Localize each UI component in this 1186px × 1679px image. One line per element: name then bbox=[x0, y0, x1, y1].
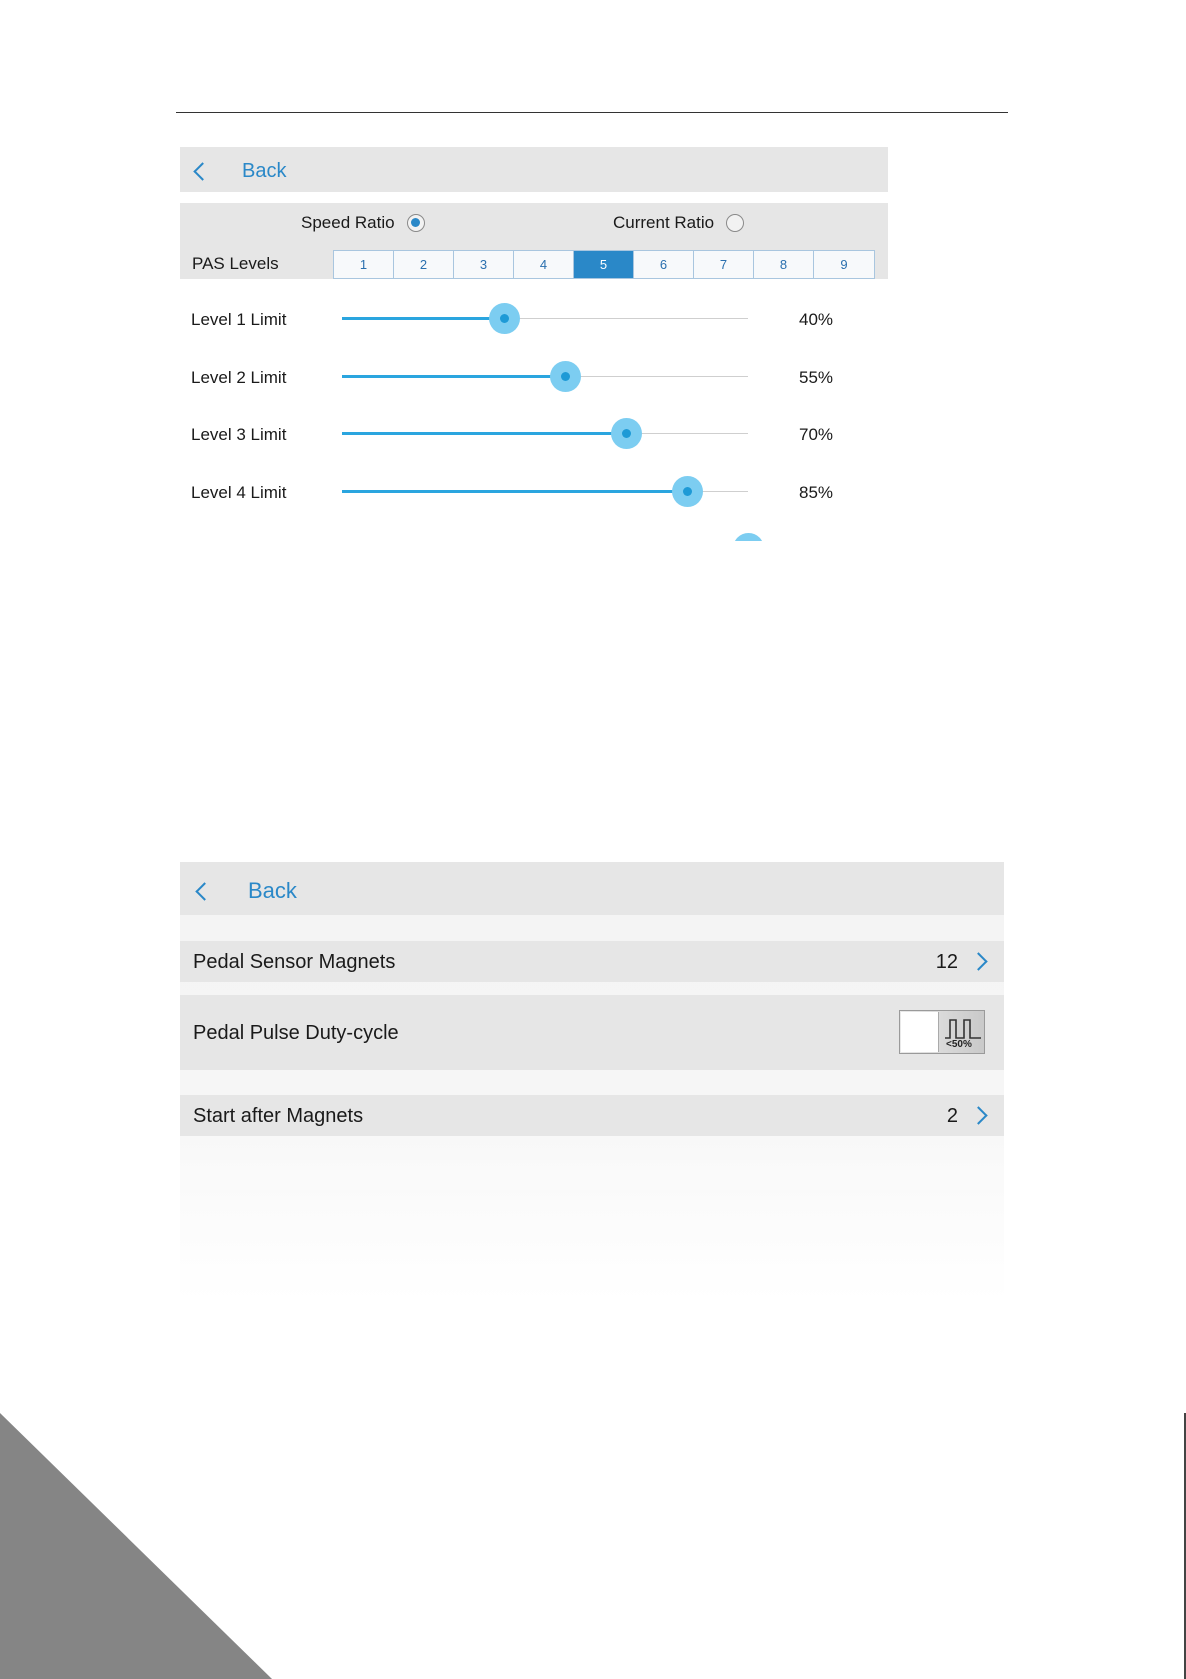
pedal-sensor-magnets-row[interactable] bbox=[180, 941, 1004, 982]
pas-levels-label: PAS Levels bbox=[192, 254, 279, 273]
slider-label: Level 1 Limit bbox=[191, 310, 287, 329]
decorative-corner-triangle bbox=[0, 1413, 272, 1679]
pedal-settings-panel bbox=[180, 862, 1004, 1302]
slider-track[interactable] bbox=[342, 318, 748, 319]
slider-track[interactable] bbox=[342, 491, 748, 492]
slider-thumb[interactable] bbox=[550, 361, 581, 392]
pedal-sensor-magnets-label: Pedal Sensor Magnets bbox=[193, 951, 396, 973]
back-label: Back bbox=[242, 160, 287, 182]
toggle-knob bbox=[901, 1012, 939, 1052]
speed-ratio-radio[interactable] bbox=[407, 214, 425, 232]
top-rule bbox=[176, 112, 1008, 113]
back-label: Back bbox=[248, 878, 297, 903]
slider-row-level-2 bbox=[180, 357, 888, 397]
slider-fill bbox=[342, 375, 565, 378]
speed-ratio-label: Speed Ratio bbox=[301, 213, 395, 232]
slider-fill bbox=[342, 490, 687, 493]
slider-value: 55% bbox=[799, 368, 834, 387]
start-after-magnets-row[interactable] bbox=[180, 1095, 1004, 1136]
slider-value: 40% bbox=[799, 310, 834, 329]
slider-track[interactable] bbox=[342, 433, 748, 434]
pedal-pulse-duty-cycle-row bbox=[180, 995, 1004, 1070]
ratio-and-levels-bar bbox=[180, 203, 888, 279]
slider-thumb[interactable] bbox=[489, 303, 520, 334]
chevron-left-icon bbox=[195, 882, 213, 900]
duty-cycle-toggle-text: <50% bbox=[946, 1039, 972, 1050]
slider-row-level-4 bbox=[180, 472, 888, 512]
slider-value: 70% bbox=[799, 425, 834, 444]
slider-label: Level 3 Limit bbox=[191, 425, 287, 444]
slider-thumb[interactable] bbox=[672, 476, 703, 507]
pas-level-7[interactable]: 7 bbox=[694, 251, 754, 278]
slider-row-level-3 bbox=[180, 414, 888, 454]
slider-value: 85% bbox=[799, 483, 834, 502]
pas-level-1[interactable]: 1 bbox=[334, 251, 394, 278]
cut-off-slider-thumb bbox=[733, 533, 764, 541]
duty-cycle-toggle[interactable] bbox=[899, 1010, 985, 1054]
chevron-right-icon[interactable] bbox=[969, 1106, 987, 1124]
pas-level-selector bbox=[333, 250, 875, 279]
pas-level-6[interactable]: 6 bbox=[634, 251, 694, 278]
current-ratio-option[interactable] bbox=[613, 213, 744, 233]
slider-label: Level 2 Limit bbox=[191, 368, 287, 387]
current-ratio-radio[interactable] bbox=[726, 214, 744, 232]
pedal-back-bar[interactable] bbox=[180, 862, 1004, 915]
pas-level-2[interactable]: 2 bbox=[394, 251, 454, 278]
slider-thumb[interactable] bbox=[611, 418, 642, 449]
start-after-magnets-value: 2 bbox=[946, 1105, 958, 1127]
start-after-magnets-label: Start after Magnets bbox=[193, 1105, 364, 1127]
pedal-pulse-duty-cycle-label: Pedal Pulse Duty-cycle bbox=[193, 1022, 399, 1044]
pedal-back-button[interactable] bbox=[198, 878, 297, 904]
slider-fill bbox=[342, 432, 626, 435]
chevron-left-icon bbox=[193, 162, 211, 180]
pas-level-4[interactable]: 4 bbox=[514, 251, 574, 278]
pas-level-5[interactable]: 5 bbox=[574, 251, 634, 278]
pulse-wave-icon bbox=[944, 1016, 982, 1040]
current-ratio-label: Current Ratio bbox=[613, 213, 715, 232]
slider-row-level-1 bbox=[180, 299, 888, 339]
chevron-right-icon[interactable] bbox=[969, 952, 987, 970]
slider-fill bbox=[342, 317, 504, 320]
pas-back-bar[interactable] bbox=[180, 147, 888, 192]
slider-track[interactable] bbox=[342, 376, 748, 377]
pas-back-button[interactable] bbox=[196, 160, 286, 183]
pas-level-8[interactable]: 8 bbox=[754, 251, 814, 278]
speed-ratio-option[interactable] bbox=[301, 213, 425, 233]
pas-level-9[interactable]: 9 bbox=[840, 257, 848, 272]
slider-label: Level 4 Limit bbox=[191, 483, 287, 502]
pedal-sensor-magnets-value: 12 bbox=[935, 951, 958, 973]
pas-level-3[interactable]: 3 bbox=[454, 251, 514, 278]
